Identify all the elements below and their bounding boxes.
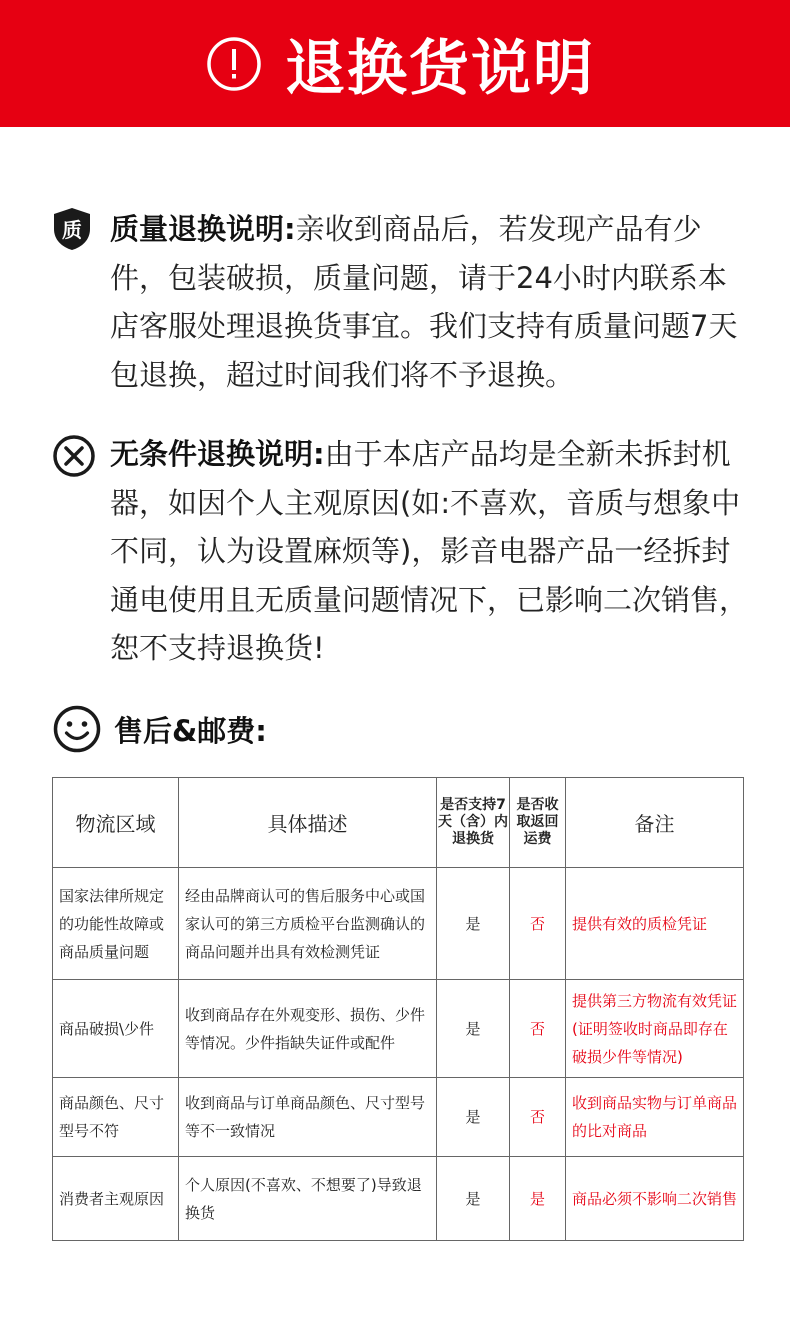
cell-desc: 收到商品与订单商品颜色、尺寸型号等不一致情况 — [179, 1078, 437, 1157]
quality-section — [52, 205, 752, 399]
shield-icon-glyph: 质 — [62, 218, 82, 242]
cell-area: 国家法律所规定的功能性故障或商品质量问题 — [53, 868, 179, 980]
cell-area: 消费者主观原因 — [53, 1157, 179, 1241]
cell-fee: 否 — [510, 980, 566, 1078]
quality-text — [110, 205, 752, 399]
table-row — [53, 868, 744, 980]
exclamation-circle-icon — [205, 35, 263, 93]
cell-note: 商品必须不影响二次销售 — [566, 1157, 744, 1241]
cell-fee: 否 — [510, 1078, 566, 1157]
header-desc: 具体描述 — [179, 778, 437, 868]
table-row — [53, 1157, 744, 1241]
no-reason-text — [110, 430, 752, 673]
cell-area: 商品破损\少件 — [53, 980, 179, 1078]
header-banner — [0, 0, 790, 127]
header-area: 物流区域 — [53, 778, 179, 868]
cell-note: 提供第三方物流有效凭证(证明签收时商品即存在破损少件等情况) — [566, 980, 744, 1078]
after-sales-heading: 售后&邮费: — [114, 713, 267, 748]
header-note: 备注 — [566, 778, 744, 868]
header-fee: 是否收取返回运费 — [510, 778, 566, 868]
no-reason-section — [52, 430, 752, 673]
cell-return7: 是 — [437, 868, 510, 980]
cell-desc: 个人原因(不喜欢、不想要了)导致退换货 — [179, 1157, 437, 1241]
smiley-icon — [52, 704, 102, 754]
quality-heading: 质量退换说明: — [110, 212, 296, 246]
cell-desc: 收到商品存在外观变形、损伤、少件等情况。少件指缺失证件或配件 — [179, 980, 437, 1078]
quality-body: 亲收到商品后，若发现产品有少件，包装破损，质量问题，请于24小时内联系本店客服处理退换货事宜。我们支持有质量问题7天包退换，超过时间我们将不予退换。 — [110, 212, 738, 392]
shield-icon — [52, 207, 92, 251]
cell-note: 收到商品实物与订单商品的比对商品 — [566, 1078, 744, 1157]
x-circle-icon — [52, 434, 96, 478]
no-reason-body: 由于本店产品均是全新未拆封机器，如因个人主观原因(如:不喜欢，音质与想象中不同，认为设置麻烦等)，影音电器产品一经拆封通电使用且无质量问题情况下，已影响二次销售，恕不支持退换货! — [110, 437, 749, 665]
header-return7: 是否支持7天（含）内退换货 — [437, 778, 510, 868]
table-row — [53, 980, 744, 1078]
cell-fee: 是 — [510, 1157, 566, 1241]
after-sales-heading-row — [52, 704, 267, 754]
page-title: 退换货说明 — [285, 33, 595, 104]
cell-return7: 是 — [437, 980, 510, 1078]
table-header-row — [53, 778, 744, 868]
table-row — [53, 1078, 744, 1157]
cell-return7: 是 — [437, 1078, 510, 1157]
cell-return7: 是 — [437, 1157, 510, 1241]
no-reason-heading: 无条件退换说明: — [110, 437, 325, 471]
cell-fee: 否 — [510, 868, 566, 980]
cell-desc: 经由品牌商认可的售后服务中心或国家认可的第三方质检平台监测确认的商品问题并出具有效检测凭证 — [179, 868, 437, 980]
cell-area: 商品颜色、尺寸型号不符 — [53, 1078, 179, 1157]
cell-note: 提供有效的质检凭证 — [566, 868, 744, 980]
return-policy-table — [52, 777, 744, 1241]
